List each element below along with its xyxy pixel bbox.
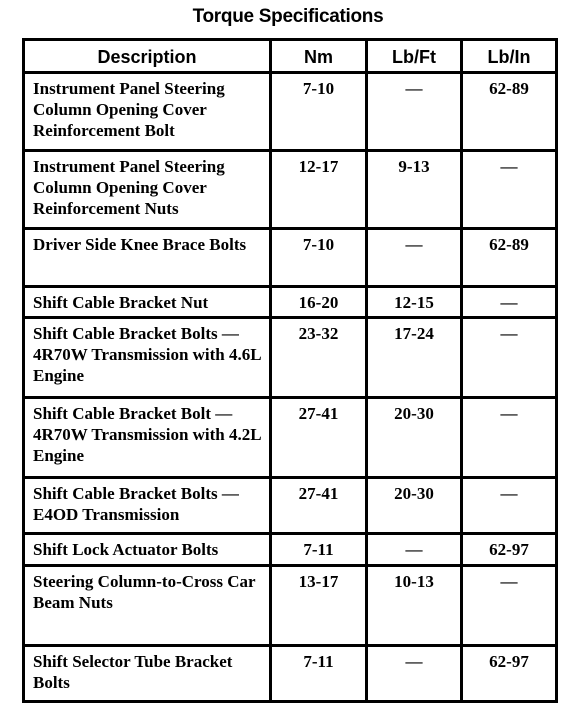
row-description: Shift Lock Actuator Bolts — [24, 534, 271, 566]
row-lbft: — — [367, 73, 462, 151]
row-nm: 12-17 — [271, 151, 367, 229]
row-lbft: 20-30 — [367, 478, 462, 534]
table-row — [24, 534, 557, 566]
row-lbin: 62-89 — [462, 229, 557, 287]
table-row — [24, 646, 557, 702]
row-lbin: — — [462, 566, 557, 646]
row-description: Shift Cable Bracket Nut — [24, 287, 271, 318]
row-description: Shift Cable Bracket Bolts —4R70W Transmission with 4.6L Engine — [24, 318, 271, 398]
row-lbin: — — [462, 287, 557, 318]
row-nm: 27-41 — [271, 478, 367, 534]
table-row — [24, 287, 557, 318]
row-nm: 13-17 — [271, 566, 367, 646]
torque-spec-table — [22, 38, 558, 703]
row-lbft: 9-13 — [367, 151, 462, 229]
row-lbft: 10-13 — [367, 566, 462, 646]
row-nm: 7-11 — [271, 646, 367, 702]
row-nm: 7-11 — [271, 534, 367, 566]
row-description: Shift Cable Bracket Bolt —4R70W Transmission with 4.2L Engine — [24, 398, 271, 478]
row-description: Instrument Panel Steering Column Opening Cover Reinforcement Bolt — [24, 73, 271, 151]
row-lbin: 62-89 — [462, 73, 557, 151]
header-description: Description — [24, 40, 271, 73]
table-row — [24, 566, 557, 646]
row-lbin: 62-97 — [462, 534, 557, 566]
row-description: Shift Selector Tube Bracket Bolts — [24, 646, 271, 702]
row-lbin: — — [462, 318, 557, 398]
row-nm: 16-20 — [271, 287, 367, 318]
row-lbft: 12-15 — [367, 287, 462, 318]
table-row — [24, 229, 557, 287]
row-nm: 7-10 — [271, 73, 367, 151]
table-row — [24, 478, 557, 534]
row-nm: 27-41 — [271, 398, 367, 478]
row-nm: 23-32 — [271, 318, 367, 398]
row-lbft: 20-30 — [367, 398, 462, 478]
row-description: Instrument Panel Steering Column Opening Cover Reinforcement Nuts — [24, 151, 271, 229]
table-row — [24, 318, 557, 398]
row-nm: 7-10 — [271, 229, 367, 287]
page-title: Torque Specifications — [192, 6, 384, 27]
header-lbin: Lb/In — [462, 40, 557, 73]
row-lbin: — — [462, 398, 557, 478]
row-lbft: 17-24 — [367, 318, 462, 398]
header-row — [24, 40, 557, 73]
table-row — [24, 73, 557, 151]
row-lbin: — — [462, 151, 557, 229]
header-nm: Nm — [271, 40, 367, 73]
row-lbft: — — [367, 646, 462, 702]
row-description: Shift Cable Bracket Bolts —E4OD Transmission — [24, 478, 271, 534]
row-description: Steering Column-to-Cross Car Beam Nuts — [24, 566, 271, 646]
row-lbin: 62-97 — [462, 646, 557, 702]
table-row — [24, 398, 557, 478]
table-row — [24, 151, 557, 229]
row-lbft: — — [367, 534, 462, 566]
row-lbin: — — [462, 478, 557, 534]
row-lbft: — — [367, 229, 462, 287]
row-description: Driver Side Knee Brace Bolts — [24, 229, 271, 287]
header-lbft: Lb/Ft — [367, 40, 462, 73]
